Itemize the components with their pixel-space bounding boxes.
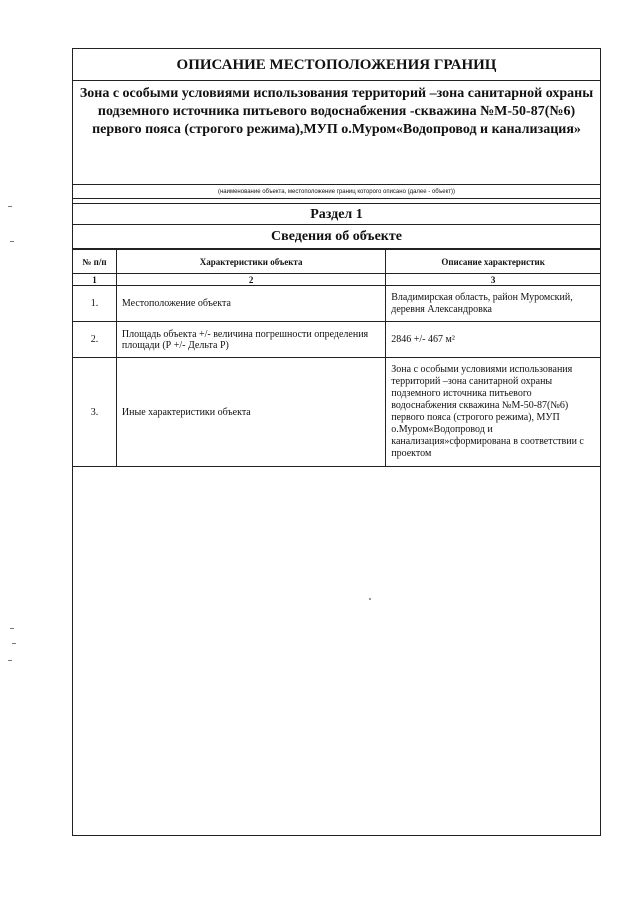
column-number: 1 xyxy=(73,274,117,286)
document-frame xyxy=(72,48,601,836)
table-row xyxy=(73,322,601,358)
row-characteristic: Иные характеристики объекта xyxy=(116,358,385,467)
zone-description xyxy=(73,81,600,185)
table-header-row xyxy=(73,250,601,274)
zone-line: подземного источника питьевого водоснабжения -скважина №М-50-87(№6) xyxy=(97,104,576,119)
scan-mark xyxy=(12,643,16,644)
scan-mark xyxy=(10,241,14,242)
column-number: 3 xyxy=(386,274,601,286)
scan-mark xyxy=(8,660,12,661)
row-description: 2846 +/- 467 м² xyxy=(386,322,601,358)
row-number: 3. xyxy=(73,358,117,467)
section-subtitle: Сведения об объекте xyxy=(73,225,600,249)
row-description: Владимирская область, район Муромский, деревня Александровка xyxy=(386,286,601,322)
document-title: ОПИСАНИЕ МЕСТОПОЛОЖЕНИЯ ГРАНИЦ xyxy=(73,49,600,81)
scan-mark xyxy=(8,206,12,207)
section-title: Раздел 1 xyxy=(73,203,600,225)
object-caption: (наименование объекта, местоположение границ которого описано (далее - объект)) xyxy=(73,185,600,199)
column-number-row xyxy=(73,274,601,286)
row-characteristic: Местоположение объекта xyxy=(116,286,385,322)
object-characteristics-table xyxy=(72,249,601,467)
table-row xyxy=(73,286,601,322)
scan-mark xyxy=(10,628,14,629)
row-number: 1. xyxy=(73,286,117,322)
row-characteristic: Площадь объекта +/- величина погрешности определения площади (Р +/- Дельта Р) xyxy=(116,322,385,358)
row-number: 2. xyxy=(73,322,117,358)
column-number: 2 xyxy=(116,274,385,286)
row-description: Зона с особыми условиями использования территорий –зона санитарной охраны подземного источника питьевого водоснабжения скважина №М-50-87(№6) первого пояса (строгого режима), МУП о.Муром«Водопровод и канализация»сформирована в соответствии с проектом xyxy=(386,358,601,467)
zone-line: первого пояса (строгого режима),МУП о.Муром«Водопровод и канализация» xyxy=(92,122,581,137)
header-characteristic: Характеристики объекта xyxy=(116,250,385,274)
table-row xyxy=(73,358,601,467)
scan-speck xyxy=(369,598,371,600)
header-number: № п/п xyxy=(73,250,117,274)
header-description: Описание характеристик xyxy=(386,250,601,274)
zone-line: Зона с особыми условиями использования территорий –зона санитарной охраны xyxy=(79,86,594,101)
